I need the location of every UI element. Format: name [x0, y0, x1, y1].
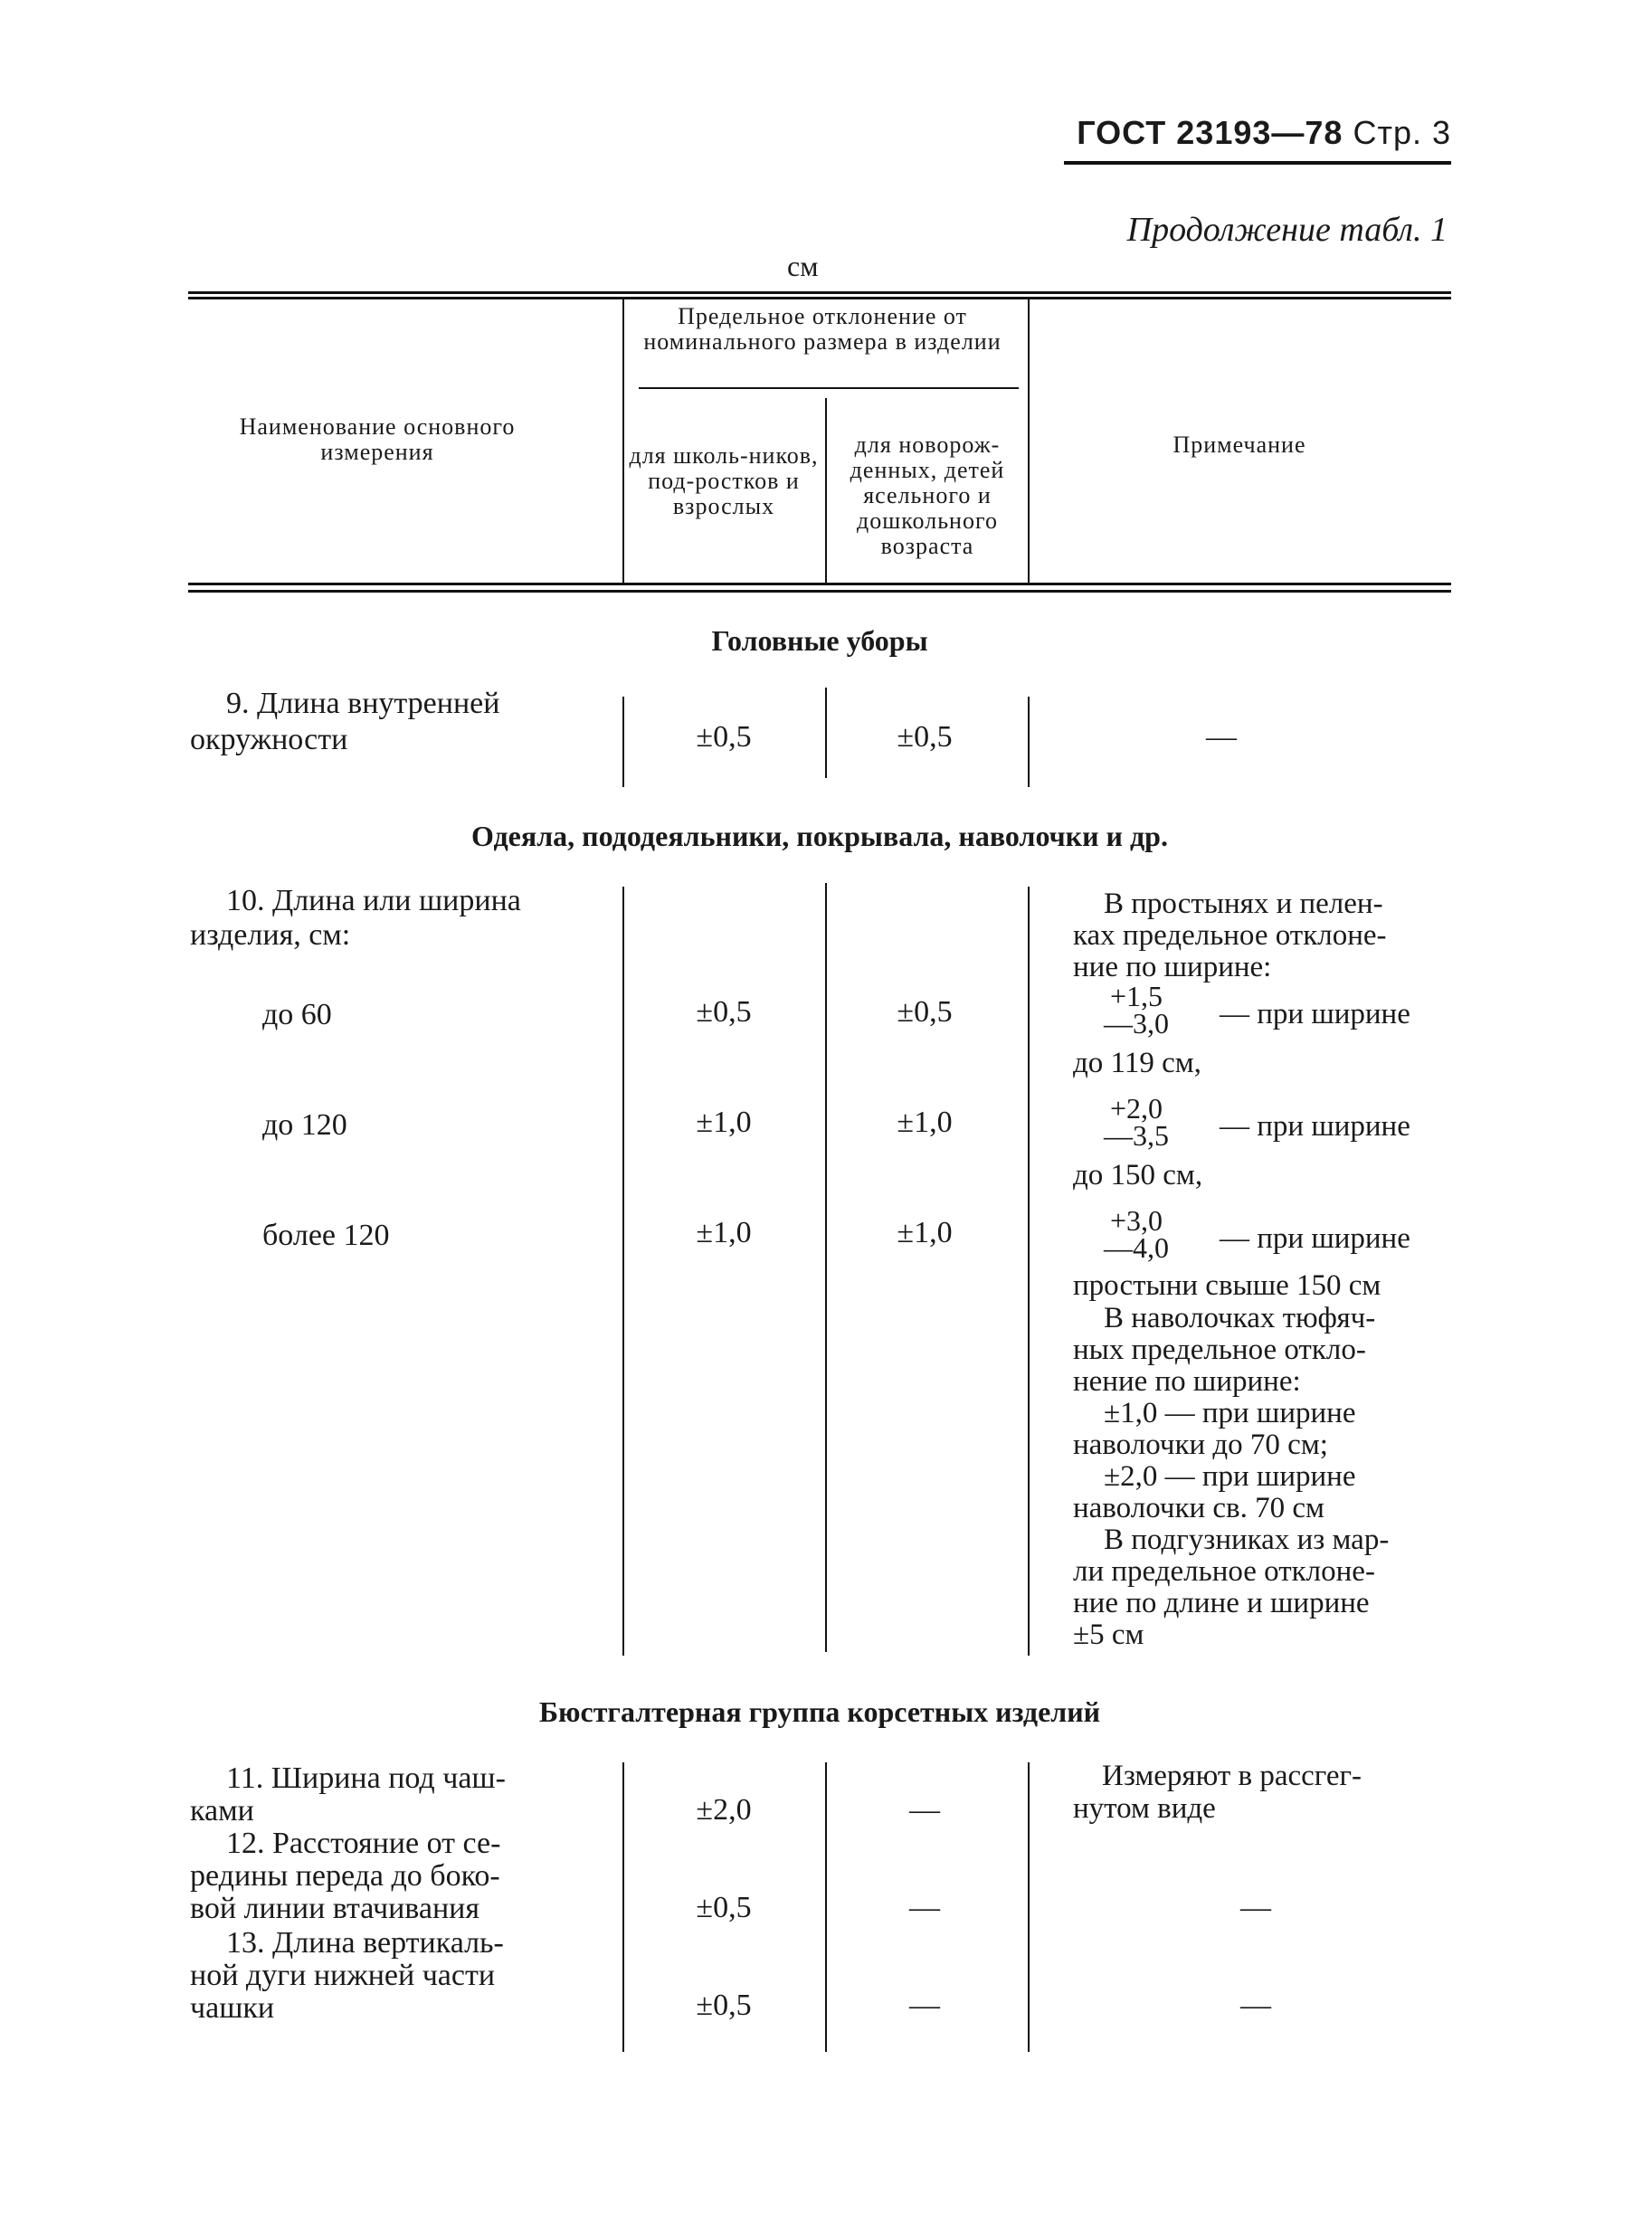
section-title: Одеяла, пододеяльники, покрывала, наволочки и др.: [471, 820, 1168, 852]
note-line: В наволочках тюфяч-: [1104, 1302, 1376, 1334]
page-number: Стр. 3: [1353, 114, 1451, 151]
child-dash: —: [909, 1891, 940, 1924]
note-line: до 119 см,: [1073, 1047, 1201, 1079]
tolerance-plus: +3,0: [1109, 1204, 1163, 1237]
table-head-rule-2: [188, 590, 1451, 593]
gost-number: ГОСТ 23193—78: [1077, 114, 1343, 151]
table-top-rule-2: [188, 297, 1451, 299]
table-head-rule: [188, 583, 1451, 585]
note-line: нутом виде: [1073, 1792, 1216, 1825]
tolerance-fraction: [1104, 980, 1169, 1040]
row-divider: [622, 887, 624, 1656]
col-divider-3: [1028, 299, 1030, 584]
row-name: 13. Длина вертикаль-: [226, 1926, 504, 1960]
col-divider-1: [622, 299, 624, 584]
note-dash: —: [1206, 720, 1237, 754]
row-name: 10. Длина или ширина: [226, 884, 521, 917]
note-line: ±5 см: [1073, 1619, 1144, 1651]
note-line: — при ширине: [1220, 1222, 1410, 1255]
row-name: ной дуги нижней части: [190, 1959, 496, 1992]
row-name: окружности: [190, 723, 348, 756]
note-line: ние по длине и ширине: [1073, 1587, 1370, 1619]
row-name: более 120: [262, 1219, 390, 1252]
row-name: ками: [190, 1794, 254, 1828]
child-value: ±1,0: [897, 1106, 953, 1139]
tolerance-minus: —3,5: [1104, 1119, 1169, 1152]
tolerance-fraction: [1104, 1092, 1169, 1152]
col-header-note: Примечание: [1173, 432, 1306, 458]
row-divider: [622, 697, 624, 787]
note-line: наволочки до 70 см;: [1073, 1429, 1328, 1461]
child-dash: —: [909, 1989, 940, 2022]
row-name: вой линии втачивания: [190, 1892, 479, 1925]
note-dash: —: [1240, 1989, 1271, 2022]
table-continuation: Продолжение табл. 1: [1126, 211, 1448, 249]
row-name: чашки: [190, 1991, 275, 2025]
row-divider: [825, 1762, 827, 2052]
note-line: Измеряют в рассгег-: [1102, 1760, 1362, 1792]
tolerance-plus: +2,0: [1109, 1092, 1163, 1125]
note-line: В подгузниках из мар-: [1104, 1524, 1390, 1556]
school-value: ±1,0: [696, 1216, 752, 1249]
tolerance-fraction: [1104, 1204, 1169, 1264]
row-divider: [622, 1762, 624, 2052]
tolerance-plus: +1,5: [1109, 980, 1163, 1012]
note-dash: —: [1240, 1891, 1271, 1924]
note-line: ние по ширине:: [1073, 951, 1272, 983]
note-line: ках предельное отклоне-: [1073, 919, 1387, 952]
row-divider: [825, 688, 827, 778]
header-rule: [1064, 161, 1451, 165]
col-header-school: для школь-ников, под-ростков и взрослых: [629, 442, 819, 519]
school-value: ±0,5: [696, 1989, 752, 2022]
row-name: 9. Длина внутренней: [226, 687, 500, 720]
child-value: ±0,5: [897, 995, 953, 1029]
school-value: ±0,5: [696, 995, 752, 1029]
child-dash: —: [909, 1793, 940, 1827]
table-top-rule: [188, 291, 1451, 294]
school-value: ±1,0: [696, 1106, 752, 1139]
page-header: [1068, 114, 1451, 152]
col-divider-2: [825, 398, 827, 584]
school-value: ±0,5: [696, 720, 752, 754]
note-line: В простынях и пелен-: [1104, 888, 1383, 920]
row-name: до 120: [262, 1108, 347, 1142]
section-title: Головные уборы: [711, 624, 928, 657]
unit-label: см: [787, 250, 819, 282]
child-value: ±1,0: [897, 1216, 953, 1249]
note-line: нение по ширине:: [1073, 1365, 1301, 1398]
note-line: ±2,0 — при ширине: [1104, 1460, 1356, 1493]
note-line: — при ширине: [1220, 998, 1410, 1030]
note-line: ли предельное отклоне-: [1073, 1555, 1375, 1588]
col-header-name: Наименование основного измерения: [239, 413, 516, 465]
row-name: 12. Расстояние от се-: [226, 1827, 501, 1860]
group-divider: [639, 387, 1019, 389]
note-line: простыни свыше 150 см: [1073, 1269, 1381, 1302]
note-line: ных предельное откло-: [1073, 1334, 1366, 1366]
row-divider: [1028, 697, 1030, 787]
note-line: наволочки св. 70 см: [1073, 1492, 1324, 1524]
child-value: ±0,5: [897, 720, 953, 754]
row-name: 11. Ширина под чаш-: [226, 1761, 506, 1795]
note-line: до 150 см,: [1073, 1159, 1203, 1191]
row-divider: [1028, 887, 1030, 1656]
row-name: до 60: [262, 998, 332, 1031]
row-divider: [825, 883, 827, 1652]
section-title: Бюстгалтерная группа корсетных изделий: [538, 1695, 1101, 1728]
row-name: изделия, см:: [190, 918, 351, 952]
tolerance-minus: —4,0: [1104, 1231, 1169, 1264]
col-header-group: Предельное отклонение от номинального размера в изделии: [643, 303, 1002, 355]
note-line: ±1,0 — при ширине: [1104, 1397, 1356, 1429]
row-divider: [1028, 1762, 1030, 2052]
row-name: редины переда до боко-: [190, 1859, 500, 1893]
note-line: — при ширине: [1220, 1110, 1410, 1143]
col-header-child: для новорож-денных, детей ясельного и дошкольного возраста: [850, 432, 1005, 559]
school-value: ±0,5: [696, 1891, 752, 1924]
tolerance-minus: —3,0: [1104, 1007, 1169, 1040]
school-value: ±2,0: [696, 1793, 752, 1827]
